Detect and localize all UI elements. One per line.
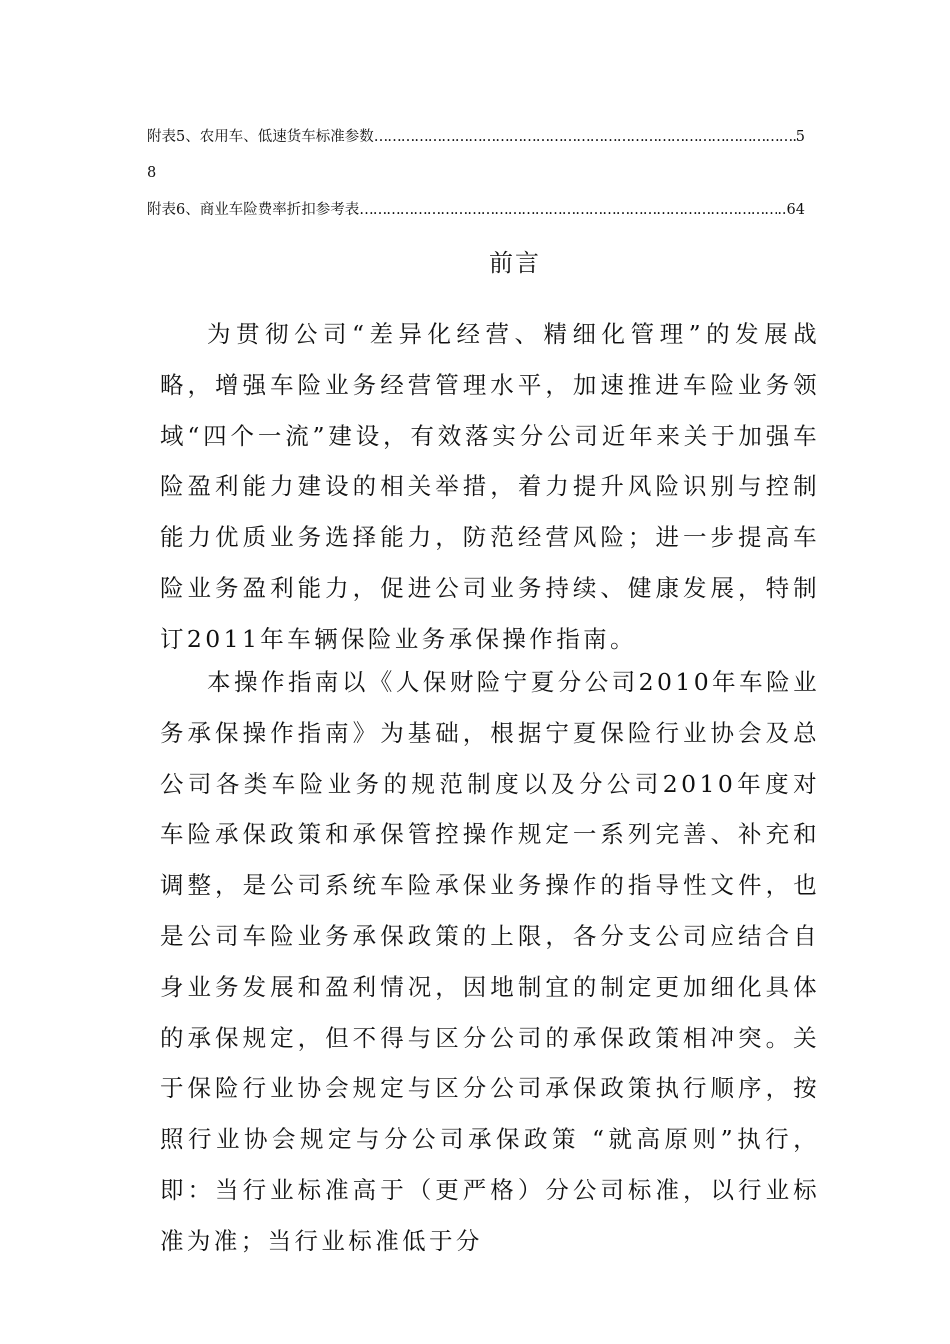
toc-entry-title: 附表5、农用车、低速货车标准参数 bbox=[147, 129, 374, 145]
paragraph-text: 本操作指南以《人保财险宁夏分公司2010年车险业务承保操作指南》为基础，根据宁夏保险行业协会及总公司各类车险业务的规范制度以及分公司2010年度对车险承保政策和承保管控操作规定一系列完善、补充和调整，是公司系统车险承保业务操作的指导性文件，也是公司车险业务承保政策的上限，各分支公司应结合自身业务发展和盈利情况，因地制宜的制定更加细化具体的承保规定，但不得与区分公司的承保政策相冲突。关于保险行业协会规定与区分公司承保政策执行顺序，按照行业协会规定与分公司承保政策 “就高原则”执行，即：当行业标准高于（更严格）分公司标准，以行业标准为准；当行业标准低于分 bbox=[160, 668, 820, 1255]
toc-entry-page: ..64 bbox=[777, 202, 805, 218]
toc-leader-dots bbox=[374, 127, 796, 147]
section-heading: 前言 bbox=[489, 249, 541, 277]
body-paragraph bbox=[160, 309, 820, 665]
body-paragraph bbox=[160, 657, 820, 1267]
toc-entry-title: 附表6、商业车险费率折扣参考表 bbox=[147, 202, 360, 218]
toc-entry-page-continued: 8 bbox=[147, 165, 157, 181]
toc-leader-dots bbox=[359, 200, 777, 220]
paragraph-text: 为贯彻公司“差异化经营、精细化管理”的发展战略，增强车险业务经营管理水平，加速推进车险业务领域“四个一流”建设，有效落实分公司近年来关于加强车险盈利能力建设的相关举措，着力提升风险识别与控制能力优质业务选择能力，防范经营风险；进一步提高车险业务盈利能力，促进公司业务持续、健康发展，特制订2011年车辆保险业务承保操作指南。 bbox=[160, 320, 820, 653]
toc-entry[interactable] bbox=[147, 127, 805, 147]
toc-entry[interactable] bbox=[147, 200, 805, 220]
toc-entry-page: 5 bbox=[795, 129, 805, 145]
